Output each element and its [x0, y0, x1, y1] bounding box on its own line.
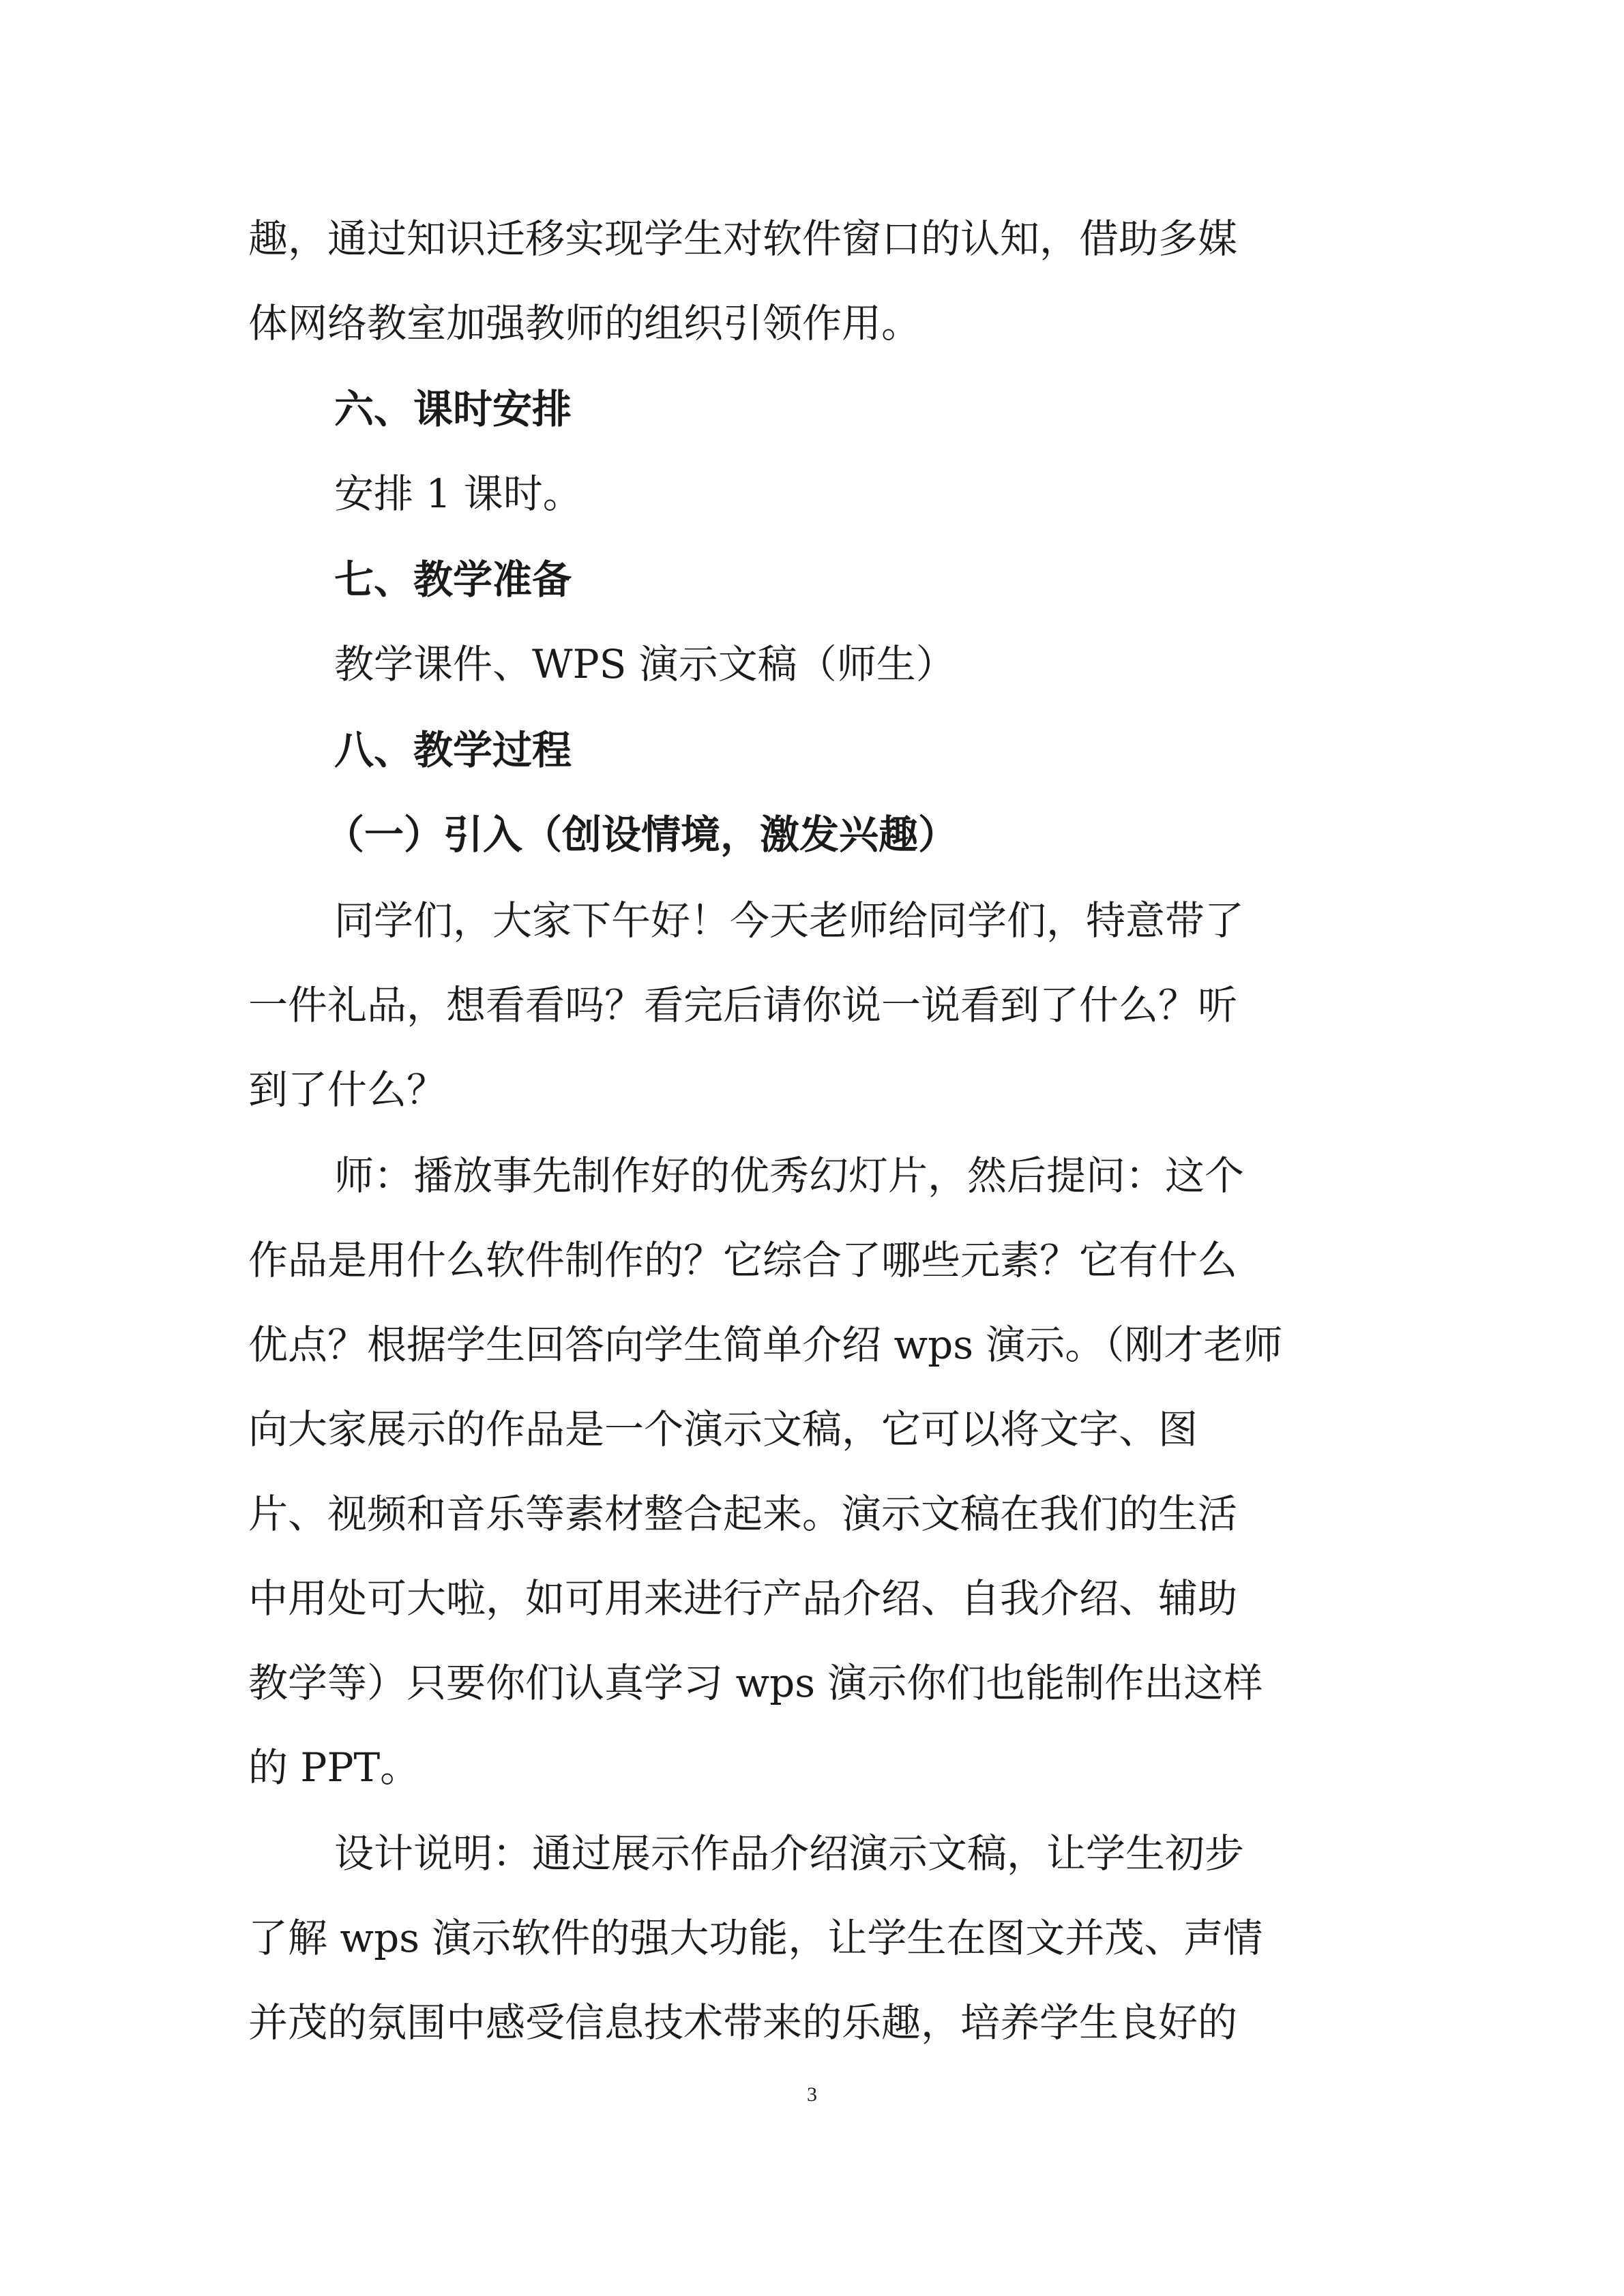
- section-heading-process: 八、教学过程: [334, 727, 572, 773]
- paragraph-line: 教学课件、WPS 演示文稿（师生）: [334, 641, 956, 687]
- paragraph-line: 向大家展示的作品是一个演示文稿，它可以将文字、图: [248, 1406, 1198, 1452]
- paragraph-line: 一件礼品，想看看吗？看完后请你说一说看到了什么？听: [248, 982, 1238, 1028]
- paragraph-line: 作品是用什么软件制作的？它综合了哪些元素？它有什么: [248, 1237, 1238, 1283]
- paragraph-line: 师：播放事先制作好的优秀幻灯片，然后提问：这个: [334, 1152, 1245, 1199]
- paragraph-line: 同学们，大家下午好！今天老师给同学们，特意带了: [334, 897, 1245, 944]
- paragraph-line: 优点？根据学生回答向学生简单介绍 wps 演示。（刚才老师: [248, 1322, 1283, 1368]
- paragraph-line: 教学等）只要你们认真学习 wps 演示你们也能制作出这样: [248, 1660, 1263, 1706]
- paragraph-line: 中用处可大啦，如可用来进行产品介绍、自我介绍、辅助: [248, 1575, 1238, 1622]
- paragraph-line: 了解 wps 演示软件的强大功能，让学生在图文并茂、声情: [248, 1915, 1263, 1961]
- paragraph-line: 设计说明：通过展示作品介绍演示文稿，让学生初步: [334, 1830, 1245, 1877]
- paragraph-line: 安排 1 课时。: [334, 471, 582, 517]
- section-heading-preparation: 七、教学准备: [334, 556, 572, 603]
- paragraph-line: 并茂的氛围中感受信息技术带来的乐趣，培养学生良好的: [248, 1999, 1238, 2046]
- paragraph-line: 的 PPT。: [248, 1744, 420, 1791]
- paragraph-line: 片、视频和音乐等素材整合起来。演示文稿在我们的生活: [248, 1491, 1238, 1537]
- section-heading-schedule: 六、课时安排: [334, 386, 572, 432]
- page-number: 3: [807, 2083, 817, 2106]
- paragraph-line: 到了什么？: [248, 1067, 447, 1113]
- paragraph-line: 体网络教室加强教师的组织引领作用。: [248, 300, 921, 346]
- paragraph-line: 趣，通过知识迁移实现学生对软件窗口的认知，借助多媒: [248, 215, 1238, 262]
- subsection-heading-introduction: （一）引入（创设情境，激发兴趣）: [325, 811, 958, 858]
